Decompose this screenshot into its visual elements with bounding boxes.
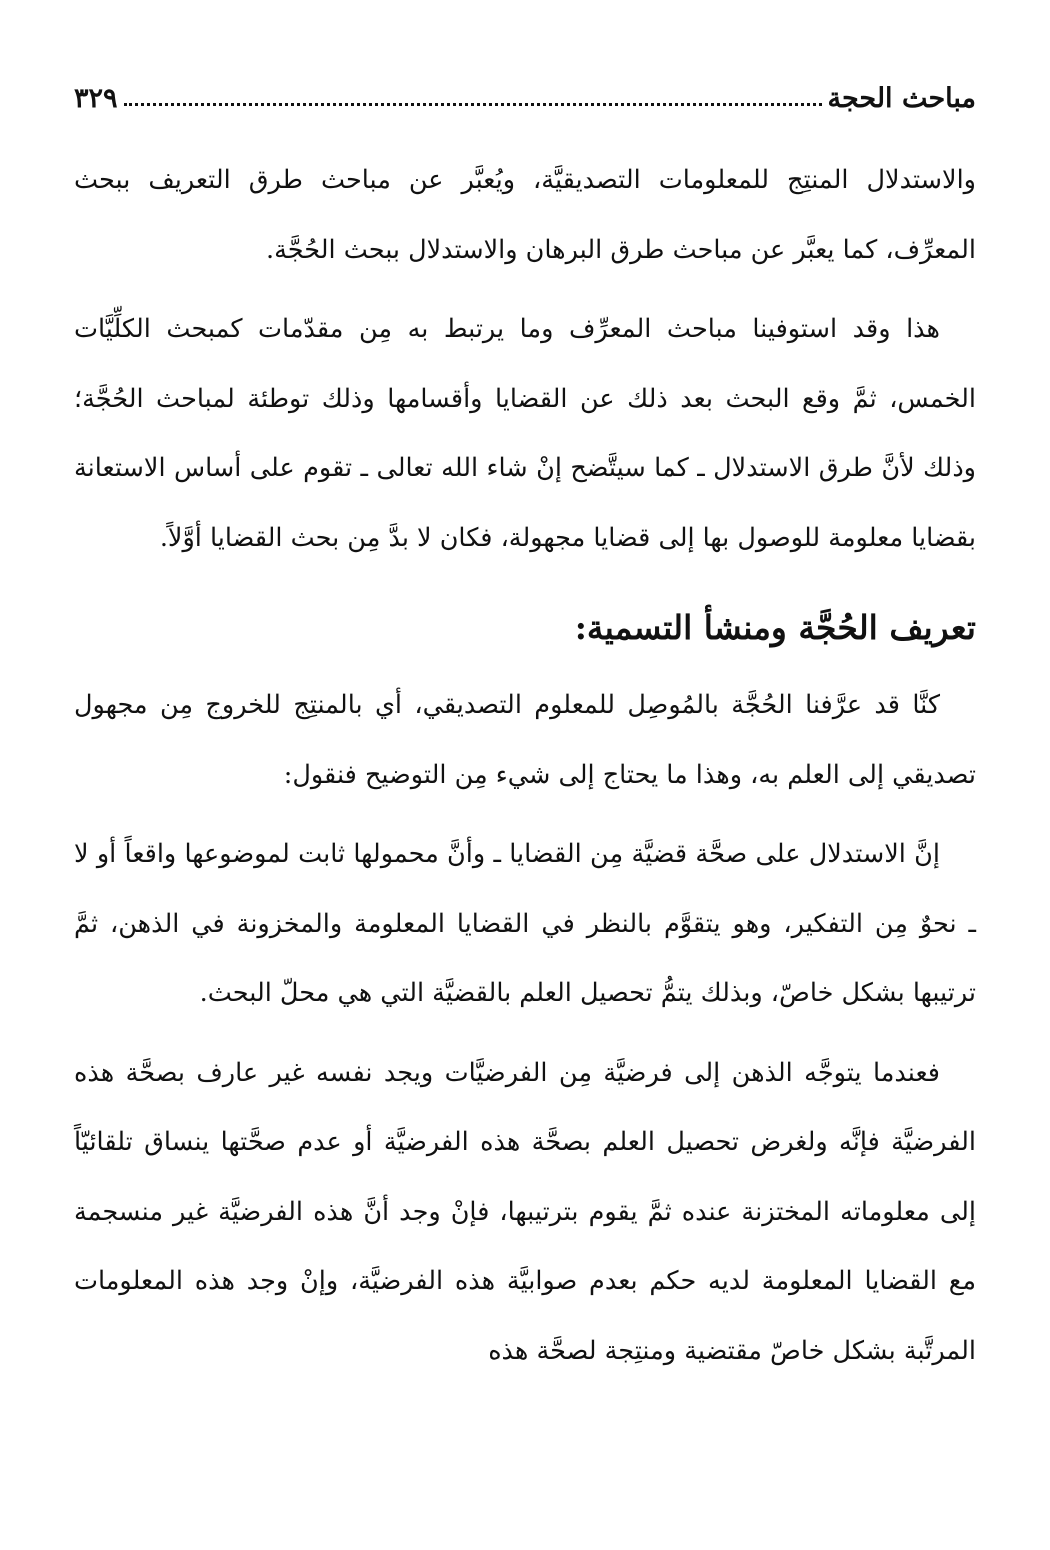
paragraph-continued: والاستدلال المنتِج للمعلومات التصديقيَّة، ويُعبَّر عن مباحث طرق التعريف ببحث المعرِّف، كما يعبَّر عن مباحث طرق البرهان والاستدلال ببحث الحُجَّة. [74, 165, 976, 265]
book-page [74, 0, 976, 1550]
section-paragraph: إنَّ الاستدلال على صحَّة قضيَّة مِن القضايا ـ وأنَّ محمولها ثابت لموضوعها واقعاً أو لا ـ نحوٌ مِن التفكير، وهو يتقوَّم بالنظر في القضايا المعلومة والمخزونة في الذهن، ثمَّ ترتيبها بشكل خاصّ، وبذلك يتمُّ تحصيل العلم بالقضيَّة التي هي محلّ البحث. [74, 839, 976, 1008]
running-head [74, 68, 976, 114]
dot-leader [124, 103, 822, 106]
page-number: ٣٢٩ [74, 83, 118, 114]
section-heading: تعريف الحُجَّة ومنشأ التسمية: [574, 608, 976, 647]
running-head-title: مباحث الحجة [827, 83, 976, 114]
paragraph: هذا وقد استوفينا مباحث المعرِّف وما يرتبط به مِن مقدّمات كمبحث الكلِّيَّات الخمس، ثمَّ وقع البحث بعد ذلك عن القضايا وأقسامها وذلك توطئة لمباحث الحُجَّة؛ وذلك لأنَّ طرق الاستدلال ـ كما سيتَّضح إنْ شاء الله تعالى ـ تقوم على أساس الاستعانة بقضايا معلومة للوصول بها إلى قضايا مجهولة، فكان لا بدَّ مِن بحث القضايا أوَّلاً. [74, 314, 976, 553]
page-body [74, 146, 976, 1386]
section-paragraph: فعندما يتوجَّه الذهن إلى فرضيَّة مِن الفرضيَّات ويجد نفسه غير عارف بصحَّة هذه الفرضيَّة فإنَّه ولغرض تحصيل العلم بصحَّة هذه الفرضيَّة أو عدم صحَّتها ينساق تلقائيّاً إلى معلوماته المختزنة عنده ثمَّ يقوم بترتيبها، فإنْ وجد أنَّ هذه الفرضيَّة غير منسجمة مع القضايا المعلومة لديه حكم بعدم صوابيَّة هذه الفرضيَّة، وإنْ وجد هذه المعلومات المرتَّبة بشكل خاصّ مقتضية ومنتِجة لصحَّة هذه [74, 1057, 976, 1366]
section-paragraph: كنَّا قد عرَّفنا الحُجَّة بالمُوصِل للمعلوم التصديقي، أي بالمنتِج للخروج مِن مجهول تصديقي إلى العلم به، وهذا ما يحتاج إلى شيء مِن التوضيح فنقول: [74, 690, 976, 790]
